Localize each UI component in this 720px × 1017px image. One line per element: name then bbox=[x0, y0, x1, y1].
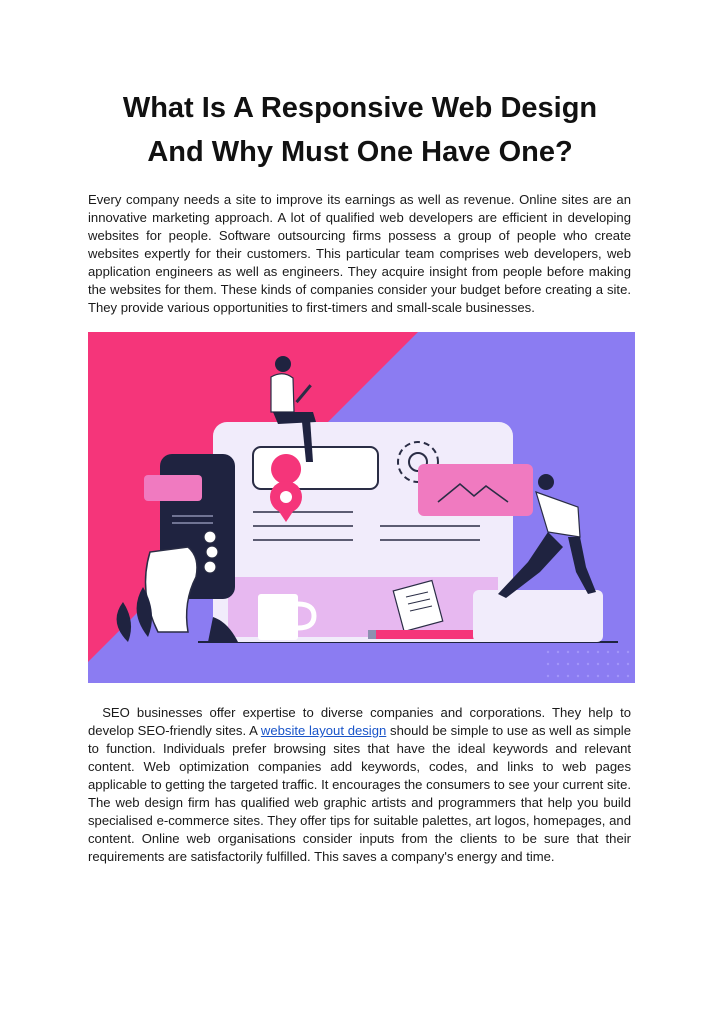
page-title bbox=[60, 86, 660, 174]
title-line-1: What Is A Responsive Web Design bbox=[122, 92, 598, 124]
title-line-2: And Why Must One Have One? bbox=[147, 136, 573, 168]
image-card bbox=[418, 464, 533, 516]
storage-box bbox=[473, 590, 603, 642]
website-layout-design-link[interactable]: website layout design bbox=[260, 723, 387, 738]
responsive-design-illustration bbox=[88, 332, 635, 683]
seo-paragraph-text-end: should be simple to use as well as simple to function. Individuals prefer browsing sites that have the ideal keywords and relevant content. Web optimization companies add keywords, codes, and links to web pages applicable to getting the targeted traffic. It encourages the consumers to see your current site. The web design firm has qualified web graphic artists and programmers that help you build specialised e-commerce sites. They offer tips for suitable palettes, art logos, homepages, and content. Online web organisations consider inputs from the clients to be sure that their requirements are satisfactorily fulfilled. This saves a company's energy and time. bbox=[88, 723, 631, 864]
seo-paragraph bbox=[88, 704, 631, 866]
seo-paragraph-text-start: SEO businesses offer expertise to diverse companies and corporations. They help to develop SEO-friendly sites. A bbox=[88, 705, 631, 738]
intro-paragraph: Every company needs a site to improve its earnings as well as revenue. Online sites are an innovative marketing approach. A lot of qualified web developers are efficient in developing websites for people. Software outsourcing firms possess a group of people who create websites expertly for their customers. This particular team comprises web developers, web application engineers as well as engineers. They acquire insight from people before making the websites for them. These kinds of companies consider your budget before creating a site. They provide various opportunities to first-timers and small-scale businesses. bbox=[88, 192, 631, 315]
